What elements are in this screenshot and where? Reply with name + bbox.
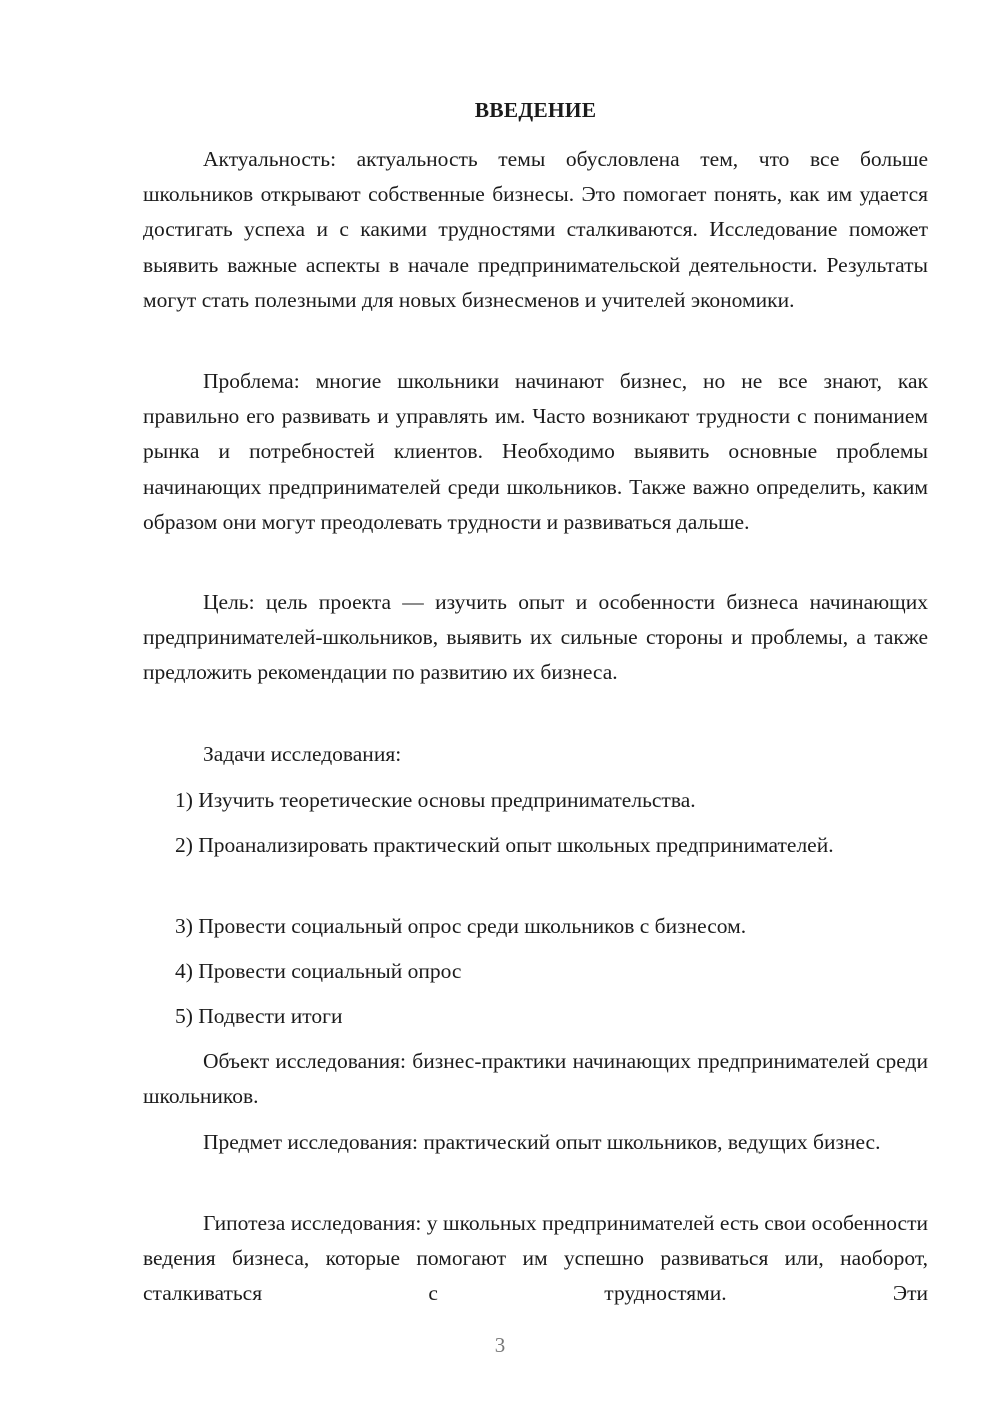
task-item: 1) Изучить теоретические основы предпринимательства. (175, 788, 696, 812)
tasks-heading: Задачи исследования: (203, 742, 402, 766)
hypothesis-paragraph: Гипотеза исследования: у школьных предпринимателей есть свои особенности ведения бизнеса, которые помогают им успешно развиваться или, наоборот, сталкиваться с трудностями. Эти (143, 1211, 928, 1306)
task-item: 3) Провести социальный опрос среди школьников с бизнесом. (175, 914, 747, 938)
problem-paragraph: Проблема: многие школьники начинают бизнес, но не все знают, как правильно его развивать и управлять им. Часто возникают трудности с пониманием рынка и потребностей клиентов. Необходимо выявить основные проблемы начинающих предпринимателей среди школьников. Также важно определить, каким образом они могут преодолевать трудности и развиваться дальше. (143, 369, 928, 534)
subject-paragraph: Предмет исследования: практический опыт школьников, ведущих бизнес. (203, 1130, 881, 1154)
object-paragraph: Объект исследования: бизнес-практики начинающих предпринимателей среди школьников. (143, 1049, 928, 1109)
section-title: ВВЕДЕНИЕ (474, 98, 597, 122)
task-item: 4) Провести социальный опрос (175, 959, 462, 983)
relevance-paragraph: Актуальность: актуальность темы обусловлена тем, что все больше школьников открывают собственные бизнесы. Это помогает понять, как им удается достигать успеха и с какими трудностями сталкиваются. Исследование поможет выявить важные аспекты в начале предпринимательской деятельности. Результаты могут стать полезными для новых бизнесменов и учителей экономики. (143, 147, 928, 312)
goal-paragraph: Цель: цель проекта — изучить опыт и особенности бизнеса начинающих предпринимателей-школьников, выявить их сильные стороны и проблемы, а также предложить рекомендации по развитию их бизнеса. (143, 590, 928, 685)
task-item: 2) Проанализировать практический опыт школьных предпринимателей. (175, 833, 834, 857)
task-item: 5) Подвести итоги (175, 1004, 343, 1028)
page-number: 3 (494, 1333, 506, 1357)
